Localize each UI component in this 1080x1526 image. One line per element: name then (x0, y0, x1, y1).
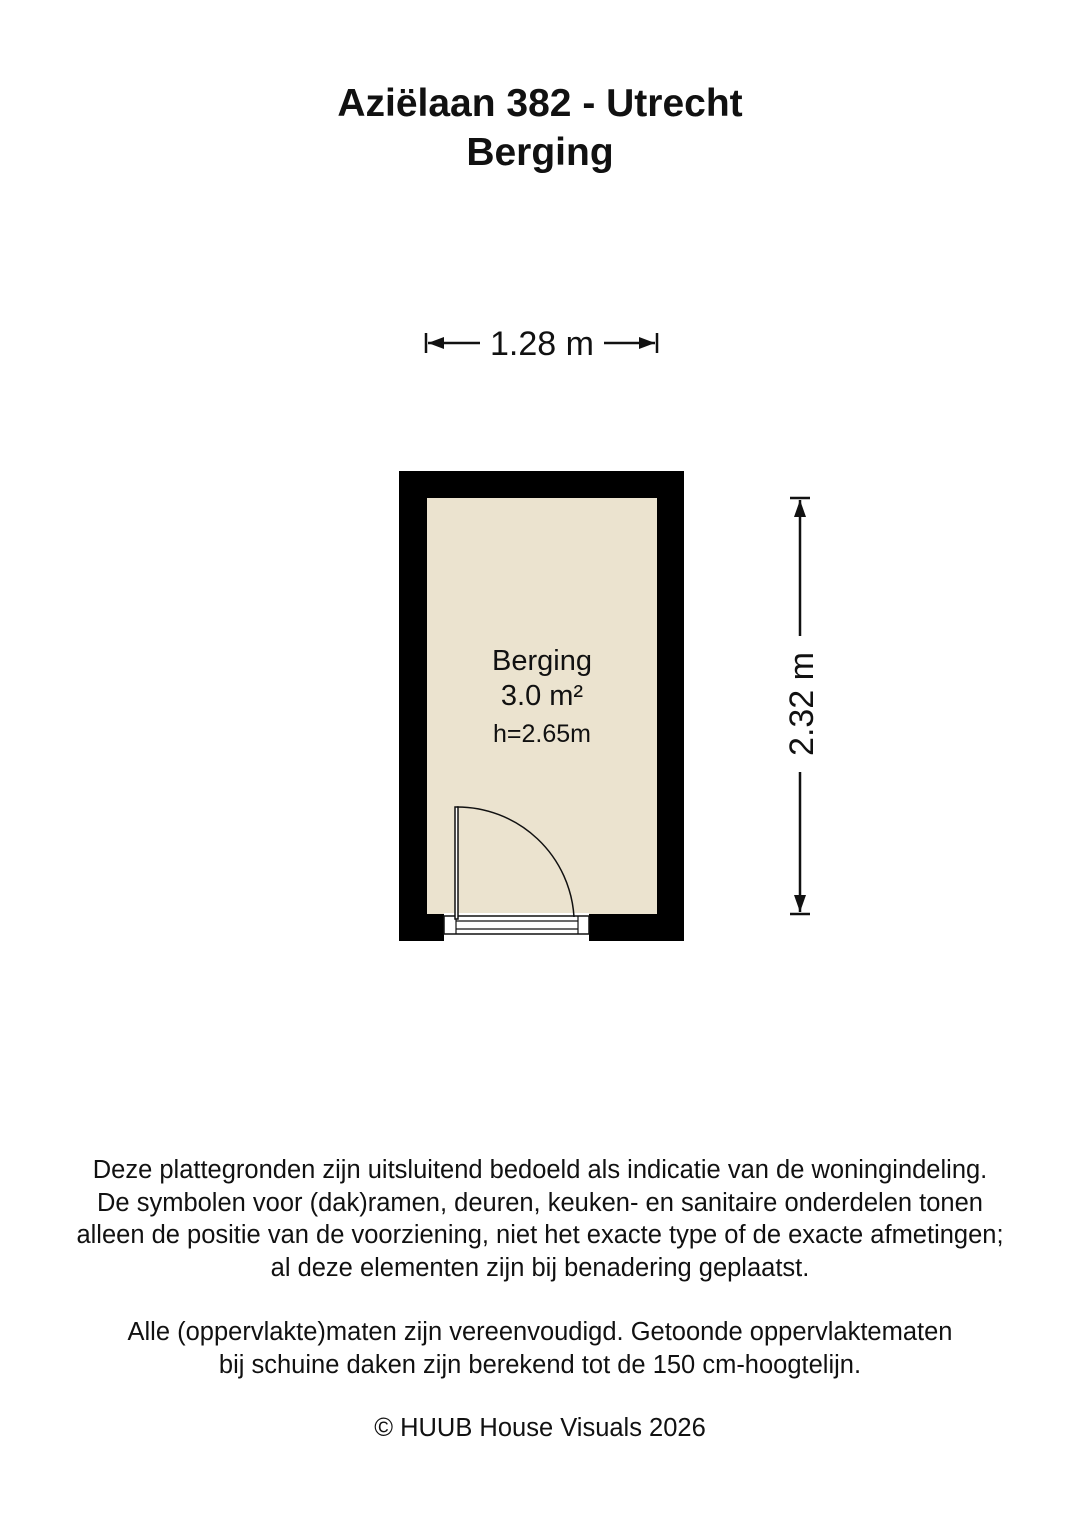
room-area: 3.0 m² (500, 680, 584, 712)
height-label: 2.32 m (783, 652, 821, 756)
disclaimer-line: De symbolen voor (dak)ramen, deuren, keuken- en sanitaire onderdelen tonen (97, 1188, 983, 1217)
width-label: 1.28 m (490, 325, 594, 363)
arrow-up-icon (794, 500, 806, 517)
disclaimer-paragraph-2 (0, 1316, 1080, 1381)
arrow-right-icon (639, 337, 655, 349)
copyright-notice: © HUUB House Visuals 2026 (374, 1414, 706, 1442)
room-height: h=2.65m (493, 720, 591, 748)
height-dimension (783, 498, 821, 914)
room-name: Berging (492, 645, 592, 677)
page-subtitle: Berging (466, 131, 614, 174)
page-title: Aziëlaan 382 - Utrecht (337, 82, 743, 125)
disclaimer-line: Alle (oppervlakte)maten zijn vereenvoudigd. Getoonde oppervlaktematen (127, 1318, 953, 1346)
disclaimer-paragraph-1 (0, 1154, 1080, 1284)
arrow-down-icon (794, 895, 806, 912)
disclaimer-line: bij schuine daken zijn berekend tot de 150 cm-hoogtelijn. (218, 1350, 862, 1379)
disclaimer-line: alleen de positie van de voorziening, niet het exacte type of de exacte afmetingen; (76, 1221, 1004, 1249)
disclaimer-line: Deze plattegronden zijn uitsluitend bedoeld als indicatie van de woningindeling. (92, 1156, 988, 1184)
width-dimension (426, 325, 657, 363)
arrow-left-icon (428, 337, 444, 349)
disclaimer-line: al deze elementen zijn bij benadering geplaatst. (270, 1253, 810, 1282)
room-berging (399, 471, 684, 942)
